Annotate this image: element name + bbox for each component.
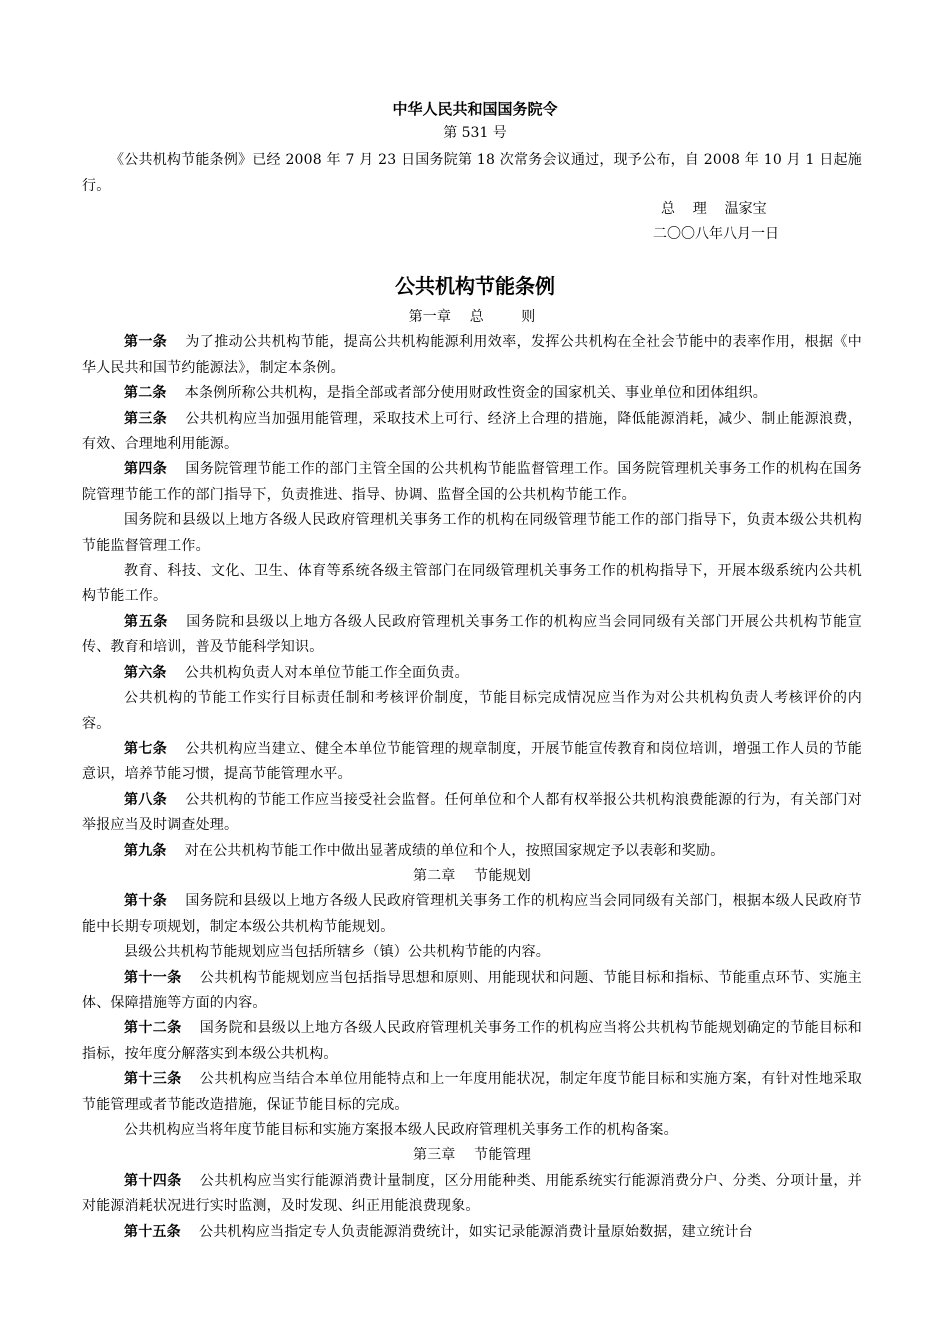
article-7 (82, 737, 862, 788)
decree-date: 二〇〇八年八月一日 (653, 226, 779, 242)
chapter-heading: 第三章 节能管理 (412, 1147, 531, 1164)
article-number: 第七条 (124, 740, 168, 757)
article-8 (82, 788, 862, 839)
article-text: 公共机构节能规划应当包括指导思想和原则、用能现状和问题、节能目标和指标、节能重点环节、实施主体、保障措施等方面的内容。 (82, 969, 862, 1011)
article-text: 公共机构应当结合本单位用能特点和上一年度用能状况，制定年度节能目标和实施方案，有针对性地采取节能管理或者节能改造措施，保证节能目标的完成。 (82, 1071, 862, 1113)
article-6 (82, 661, 862, 686)
article-number: 第五条 (124, 613, 169, 630)
article-text: 为了推动公共机构节能，提高公共机构能源利用效率，发挥公共机构在全社会节能中的表率作用，根据《中华人民共和国节约能源法》，制定本条例。 (82, 334, 862, 376)
article-text: 公共机构应当实行能源消费计量制度，区分用能种类、用能系统实行能源消费分户、分类、分项计量，并对能源消耗状况进行实时监测，及时发现、纠正用能浪费现象。 (82, 1172, 862, 1215)
decree-body: 《公共机构节能条例》已经 2008 年 7 月 23 日国务院第 18 次常务会议通过，现予公布，自 2008 年 10 月 1 日起施行。 (82, 152, 862, 194)
article-text: 对在公共机构节能工作中做出显著成绩的单位和个人，按照国家规定予以表彰和奖励。 (184, 842, 725, 859)
article-text: 国务院和县级以上地方各级人民政府管理机关事务工作的机构应当将公共机构节能规划确定的节能目标和指标，按年度分解落实到本级公共机构。 (82, 1020, 862, 1062)
article-number: 第四条 (124, 461, 168, 478)
regulation-title: 公共机构节能条例 (395, 274, 555, 298)
article-1 (82, 330, 862, 381)
article-number: 第二条 (124, 385, 167, 402)
article-10 (82, 889, 862, 940)
decree-number: 第 531 号 (443, 125, 507, 141)
article-13 (82, 1067, 862, 1118)
article-3 (82, 407, 862, 458)
article-number: 第十五条 (124, 1223, 181, 1240)
article-2 (82, 381, 862, 406)
article-number: 第十四条 (124, 1172, 182, 1189)
article-number: 第九条 (124, 842, 167, 859)
regulation-content (82, 305, 862, 1245)
decree-title: 中华人民共和国国务院令 (392, 100, 558, 118)
article-9 (82, 839, 862, 864)
article-15 (82, 1220, 862, 1245)
article-4 (82, 457, 862, 508)
article-number: 第十三条 (124, 1071, 182, 1088)
article-text: 国务院和县级以上地方各级人民政府管理机关事务工作的机构应当会同同级有关部门开展公共机构节能宣传、教育和培训，普及节能科学知识。 (82, 613, 862, 656)
article-text: 国务院和县级以上地方各级人民政府管理机关事务工作的机构应当会同同级有关部门，根据本级人民政府节能中长期专项规划，制定本级公共机构节能规划。 (82, 893, 862, 935)
article-13-paragraph-2: 公共机构应当将年度节能目标和实施方案报本级人民政府管理机关事务工作的机构备案。 (124, 1122, 678, 1138)
article-text: 公共机构应当指定专人负责能源消费统计，如实记录能源消费计量原始数据，建立统计台 (199, 1223, 753, 1240)
article-text: 公共机构的节能工作应当接受社会监督。任何单位和个人都有权举报公共机构浪费能源的行为，有关部门对举报应当及时调查处理。 (82, 791, 862, 834)
article-text: 本条例所称公共机构，是指全部或者部分使用财政性资金的国家机关、事业单位和团体组织。 (184, 385, 767, 402)
article-number: 第八条 (124, 791, 168, 808)
article-text: 公共机构负责人对本单位节能工作全面负责。 (184, 664, 469, 681)
article-number: 第十条 (124, 893, 168, 910)
article-4-paragraph-2: 国务院和县级以上地方各级人民政府管理机关事务工作的机构在同级管理节能工作的部门指导下，负责本级公共机构节能监督管理工作。 (82, 512, 862, 554)
decree-signer: 总 理 温家宝 (661, 201, 767, 217)
article-number: 第十二条 (124, 1020, 182, 1037)
article-5 (82, 610, 862, 661)
chapter-heading: 第一章 总 则 (408, 309, 536, 325)
article-text: 公共机构应当建立、健全本单位节能管理的规章制度，开展节能宣传教育和岗位培训，增强工作人员的节能意识，培养节能习惯，提高节能管理水平。 (82, 740, 862, 783)
article-12 (82, 1016, 862, 1067)
article-number: 第十一条 (124, 969, 182, 986)
article-number: 第一条 (124, 334, 168, 351)
article-14 (82, 1169, 862, 1220)
article-6-paragraph-2: 公共机构的节能工作实行目标责任制和考核评价制度，节能目标完成情况应当作为对公共机构负责人考核评价的内容。 (82, 690, 862, 732)
article-number: 第六条 (124, 664, 167, 681)
article-text: 国务院管理节能工作的部门主管全国的公共机构节能监督管理工作。国务院管理机关事务工作的机构在国务院管理节能工作的部门指导下，负责推进、指导、协调、监督全国的公共机构节能工作。 (82, 461, 862, 503)
article-10-paragraph-2: 县级公共机构节能规划应当包括所辖乡（镇）公共机构节能的内容。 (124, 944, 550, 961)
article-text: 公共机构应当加强用能管理，采取技术上可行、经济上合理的措施，降低能源消耗，减少、制止能源浪费，有效、合理地利用能源。 (82, 410, 862, 453)
chapter-heading: 第二章 节能规划 (412, 867, 531, 884)
article-number: 第三条 (124, 410, 168, 427)
article-4-paragraph-3: 教育、科技、文化、卫生、体育等系统各级主管部门在同级管理机关事务工作的机构指导下，开展本级系统内公共机构节能工作。 (82, 563, 862, 605)
article-11 (82, 966, 862, 1017)
